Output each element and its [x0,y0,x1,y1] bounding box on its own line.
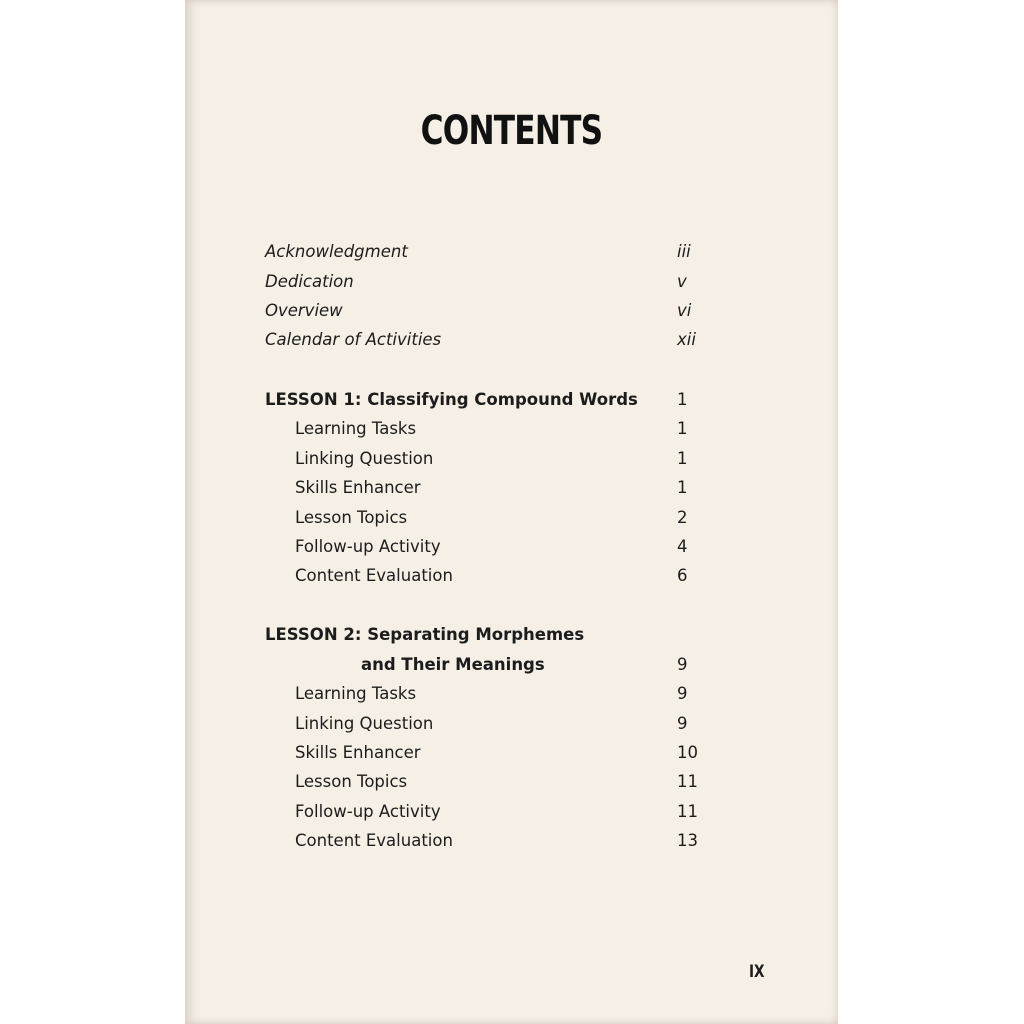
lesson-page: 1 [677,390,688,409]
entry-label: Content Evaluation [295,831,453,850]
entry-label: Content Evaluation [295,566,453,585]
entry-page: 6 [677,566,688,585]
entry-page: 9 [677,714,688,733]
lesson-title-line2: and Their Meanings [361,655,545,674]
entry-page: xii [677,330,696,349]
entry-label: Lesson Topics [295,772,408,791]
entry-label: Follow-up Activity [295,802,441,821]
entry-page: 1 [677,419,688,438]
entry-label: Linking Question [295,449,434,468]
entry-label: Dedication [265,272,354,291]
entry-label: Lesson Topics [295,508,408,527]
entry-label: Skills Enhancer [295,743,421,762]
entry-page: 4 [677,537,688,556]
page-title: CONTENTS [420,108,603,154]
lesson-page: 9 [677,655,688,674]
book-page [185,0,838,1024]
entry-label: Learning Tasks [295,684,417,703]
entry-page: 1 [677,478,688,497]
entry-page: 10 [677,743,698,762]
entry-page: 2 [677,508,688,527]
entry-label: Follow-up Activity [295,537,441,556]
entry-page: 9 [677,684,688,703]
entry-page: iii [677,242,691,261]
entry-label: Calendar of Activities [265,330,442,349]
page-folio: IX [748,962,765,982]
entry-page: v [677,272,687,291]
entry-label: Overview [265,301,343,320]
entry-page: 11 [677,802,698,821]
lesson-title: LESSON 1: Classifying Compound Words [265,390,638,409]
entry-label: Linking Question [295,714,434,733]
entry-page: 1 [677,449,688,468]
lesson-title: LESSON 2: Separating Morphemes [265,625,585,644]
entry-page: 11 [677,772,698,791]
entry-label: Skills Enhancer [295,478,421,497]
entry-label: Acknowledgment [265,242,408,261]
entry-page: vi [677,301,692,320]
entry-page: 13 [677,831,698,850]
entry-label: Learning Tasks [295,419,417,438]
